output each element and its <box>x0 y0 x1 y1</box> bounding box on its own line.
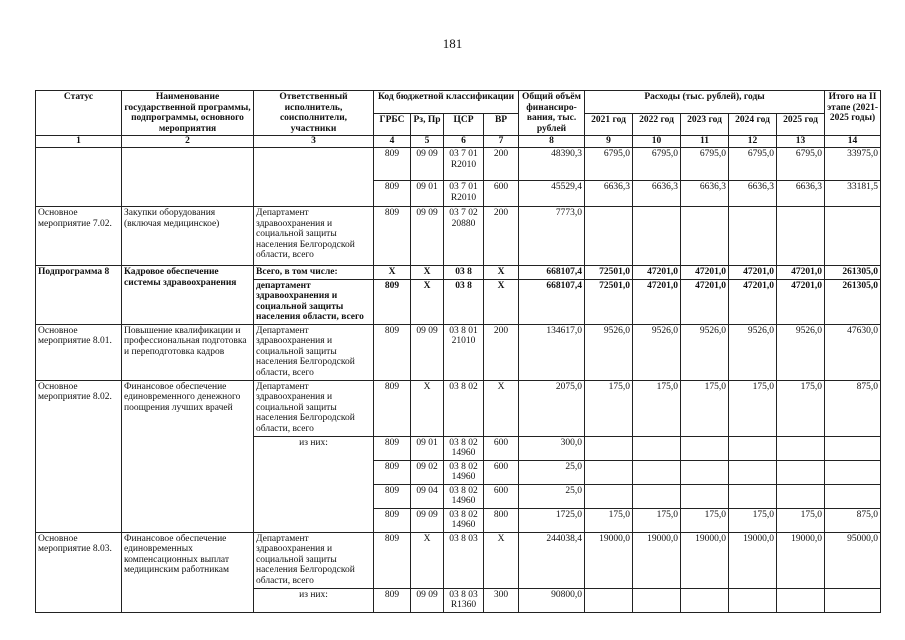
y2021-cell: 19000,0 <box>585 532 633 588</box>
y2023-cell: 175,0 <box>681 508 729 532</box>
y2024-cell <box>729 484 777 508</box>
total-cell: 90800,0 <box>519 588 585 612</box>
header-2024: 2024 год <box>729 113 777 136</box>
header-responsible: Ответственный исполнитель, соисполнители, участники <box>254 91 374 136</box>
y2025-cell: 47201,0 <box>777 279 825 324</box>
table-row <box>36 207 881 266</box>
csr-cell: 03 8 <box>444 279 484 324</box>
y2025-cell: 6795,0 <box>777 148 825 181</box>
vr-cell: 600 <box>484 436 519 460</box>
status-cell: Основное мероприятие 7.02. <box>36 207 122 266</box>
column-number: 1 <box>36 136 122 148</box>
grbs-cell: 809 <box>374 588 411 612</box>
grbs-cell: Х <box>374 266 411 280</box>
y2022-cell: 6795,0 <box>633 148 681 181</box>
y2023-cell: 175,0 <box>681 380 729 436</box>
header-stage-total: Итого на II этапе (2021-2025 годы) <box>825 91 881 136</box>
y2025-cell: 47201,0 <box>777 266 825 280</box>
header-csr: ЦСР <box>444 113 484 136</box>
y2021-cell <box>585 436 633 460</box>
y2025-cell: 6636,3 <box>777 181 825 207</box>
y2025-cell <box>777 436 825 460</box>
rz-cell: 09 09 <box>411 588 444 612</box>
stage-total-cell: 47630,0 <box>825 324 881 380</box>
y2023-cell <box>681 484 729 508</box>
csr-cell: 03 8 03 R1360 <box>444 588 484 612</box>
total-cell: 668107,4 <box>519 266 585 280</box>
stage-total-cell: 33181,5 <box>825 181 881 207</box>
y2025-cell: 9526,0 <box>777 324 825 380</box>
name-cell: Кадровое обеспечение системы здравоохранения <box>122 266 254 325</box>
csr-cell: 03 8 03 <box>444 532 484 588</box>
total-cell: 25,0 <box>519 460 585 484</box>
csr-cell: 03 8 02 <box>444 380 484 436</box>
column-number: 4 <box>374 136 411 148</box>
grbs-cell: 809 <box>374 484 411 508</box>
grbs-cell: 809 <box>374 380 411 436</box>
vr-cell: 200 <box>484 148 519 181</box>
header-row-1 <box>36 91 881 114</box>
responsible-cell: из них: <box>254 588 374 612</box>
header-status: Статус <box>36 91 122 136</box>
y2024-cell: 6636,3 <box>729 181 777 207</box>
y2022-cell: 6636,3 <box>633 181 681 207</box>
name-cell: Закупки оборудования (включая медицинское) <box>122 207 254 266</box>
vr-cell: 600 <box>484 484 519 508</box>
y2024-cell <box>729 207 777 266</box>
vr-cell: Х <box>484 266 519 280</box>
column-number: 10 <box>633 136 681 148</box>
column-number: 5 <box>411 136 444 148</box>
column-number: 8 <box>519 136 585 148</box>
grbs-cell: 809 <box>374 436 411 460</box>
y2022-cell: 175,0 <box>633 508 681 532</box>
y2024-cell: 9526,0 <box>729 324 777 380</box>
y2025-cell <box>777 588 825 612</box>
status-cell: Подпрограмма 8 <box>36 266 122 325</box>
stage-total-cell <box>825 460 881 484</box>
y2025-cell: 175,0 <box>777 508 825 532</box>
header-vr: ВР <box>484 113 519 136</box>
table-row <box>36 324 881 380</box>
column-number: 7 <box>484 136 519 148</box>
responsible-cell: департамент здравоохранения и социальной защиты населения области, всего <box>254 279 374 324</box>
header-rz: Рз, Пр <box>411 113 444 136</box>
rz-cell: 09 04 <box>411 484 444 508</box>
vr-cell: 800 <box>484 508 519 532</box>
y2021-cell: 72501,0 <box>585 266 633 280</box>
y2021-cell: 6636,3 <box>585 181 633 207</box>
column-number-row <box>36 136 881 148</box>
stage-total-cell: 261305,0 <box>825 266 881 280</box>
y2024-cell <box>729 588 777 612</box>
header-expenses: Расходы (тыс. рублей), годы <box>585 91 825 114</box>
responsible-cell: Департамент здравоохранения и социальной защиты населения Белгородской области, всего <box>254 532 374 588</box>
y2024-cell: 6795,0 <box>729 148 777 181</box>
grbs-cell: 809 <box>374 532 411 588</box>
stage-total-cell <box>825 484 881 508</box>
responsible-cell: Всего, в том числе: <box>254 266 374 280</box>
stage-total-cell: 33975,0 <box>825 148 881 181</box>
column-number: 13 <box>777 136 825 148</box>
grbs-cell: 809 <box>374 207 411 266</box>
y2022-cell: 47201,0 <box>633 266 681 280</box>
grbs-cell: 809 <box>374 508 411 532</box>
y2022-cell <box>633 588 681 612</box>
status-cell: Основное мероприятие 8.03. <box>36 532 122 612</box>
grbs-cell: 809 <box>374 324 411 380</box>
rz-cell: 09 02 <box>411 460 444 484</box>
name-cell <box>122 148 254 207</box>
total-cell: 1725,0 <box>519 508 585 532</box>
y2021-cell <box>585 207 633 266</box>
column-number: 12 <box>729 136 777 148</box>
total-cell: 244038,4 <box>519 532 585 588</box>
column-number: 9 <box>585 136 633 148</box>
y2022-cell: 19000,0 <box>633 532 681 588</box>
total-cell: 300,0 <box>519 436 585 460</box>
table-row <box>36 148 881 181</box>
total-cell: 48390,3 <box>519 148 585 181</box>
csr-cell: 03 8 <box>444 266 484 280</box>
y2021-cell: 175,0 <box>585 380 633 436</box>
csr-cell: 03 8 02 14960 <box>444 436 484 460</box>
y2024-cell: 175,0 <box>729 380 777 436</box>
stage-total-cell <box>825 207 881 266</box>
column-number: 14 <box>825 136 881 148</box>
y2021-cell: 6795,0 <box>585 148 633 181</box>
csr-cell: 03 7 01 R2010 <box>444 181 484 207</box>
header-name: Наименование государственной программы, подпрограммы, основного мероприятия <box>122 91 254 136</box>
csr-cell: 03 8 01 21010 <box>444 324 484 380</box>
y2022-cell: 175,0 <box>633 380 681 436</box>
y2024-cell <box>729 436 777 460</box>
y2022-cell <box>633 207 681 266</box>
y2024-cell: 19000,0 <box>729 532 777 588</box>
y2023-cell: 47201,0 <box>681 279 729 324</box>
rz-cell: Х <box>411 266 444 280</box>
rz-cell: 09 09 <box>411 207 444 266</box>
stage-total-cell: 261305,0 <box>825 279 881 324</box>
grbs-cell: 809 <box>374 279 411 324</box>
y2024-cell: 175,0 <box>729 508 777 532</box>
column-number: 6 <box>444 136 484 148</box>
y2023-cell <box>681 207 729 266</box>
table-body <box>36 148 881 613</box>
stage-total-cell: 875,0 <box>825 380 881 436</box>
stage-total-cell: 875,0 <box>825 508 881 532</box>
y2025-cell <box>777 460 825 484</box>
y2021-cell <box>585 588 633 612</box>
y2024-cell: 47201,0 <box>729 279 777 324</box>
y2023-cell: 19000,0 <box>681 532 729 588</box>
total-cell: 668107,4 <box>519 279 585 324</box>
grbs-cell: 809 <box>374 460 411 484</box>
vr-cell: 600 <box>484 460 519 484</box>
table-row <box>36 380 881 436</box>
total-cell: 2075,0 <box>519 380 585 436</box>
y2023-cell: 47201,0 <box>681 266 729 280</box>
csr-cell: 03 7 01 R2010 <box>444 148 484 181</box>
y2022-cell <box>633 484 681 508</box>
y2022-cell: 9526,0 <box>633 324 681 380</box>
header-grbs: ГРБС <box>374 113 411 136</box>
total-cell: 134617,0 <box>519 324 585 380</box>
header-2021: 2021 год <box>585 113 633 136</box>
total-cell: 25,0 <box>519 484 585 508</box>
name-cell: Финансовое обеспечение единовременных компенсационных выплат медицинским работникам <box>122 532 254 612</box>
y2023-cell: 9526,0 <box>681 324 729 380</box>
y2025-cell <box>777 207 825 266</box>
y2021-cell <box>585 460 633 484</box>
csr-cell: 03 8 02 14960 <box>444 508 484 532</box>
vr-cell: 300 <box>484 588 519 612</box>
vr-cell: Х <box>484 380 519 436</box>
responsible-cell: Департамент здравоохранения и социальной защиты населения Белгородской области, всего <box>254 324 374 380</box>
y2022-cell <box>633 460 681 484</box>
status-cell <box>36 148 122 207</box>
csr-cell: 03 8 02 14960 <box>444 460 484 484</box>
vr-cell: Х <box>484 532 519 588</box>
rz-cell: 09 09 <box>411 508 444 532</box>
grbs-cell: 809 <box>374 181 411 207</box>
total-cell: 7773,0 <box>519 207 585 266</box>
stage-total-cell <box>825 436 881 460</box>
header-2023: 2023 год <box>681 113 729 136</box>
rz-cell: 09 09 <box>411 324 444 380</box>
y2021-cell <box>585 484 633 508</box>
y2025-cell: 19000,0 <box>777 532 825 588</box>
rz-cell: Х <box>411 380 444 436</box>
header-2025: 2025 год <box>777 113 825 136</box>
vr-cell: 600 <box>484 181 519 207</box>
header-2022: 2022 год <box>633 113 681 136</box>
y2023-cell <box>681 460 729 484</box>
csr-cell: 03 8 02 14960 <box>444 484 484 508</box>
name-cell: Финансовое обеспечение единовременного денежного поощрения лучших врачей <box>122 380 254 532</box>
y2025-cell <box>777 484 825 508</box>
y2024-cell: 47201,0 <box>729 266 777 280</box>
table-row <box>36 266 881 280</box>
responsible-cell: Департамент здравоохранения и социальной защиты населения Белгородской области, всего <box>254 207 374 266</box>
y2023-cell: 6636,3 <box>681 181 729 207</box>
budget-table <box>35 90 881 613</box>
stage-total-cell <box>825 588 881 612</box>
table-row <box>36 532 881 588</box>
stage-total-cell: 95000,0 <box>825 532 881 588</box>
vr-cell: Х <box>484 279 519 324</box>
y2021-cell: 72501,0 <box>585 279 633 324</box>
rz-cell: Х <box>411 279 444 324</box>
responsible-cell: из них: <box>254 436 374 532</box>
rz-cell: Х <box>411 532 444 588</box>
rz-cell: 09 01 <box>411 181 444 207</box>
status-cell: Основное мероприятие 8.01. <box>36 324 122 380</box>
y2023-cell <box>681 436 729 460</box>
status-cell: Основное мероприятие 8.02. <box>36 380 122 532</box>
csr-cell: 03 7 02 20880 <box>444 207 484 266</box>
page-number: 181 <box>442 36 463 51</box>
y2022-cell <box>633 436 681 460</box>
y2024-cell <box>729 460 777 484</box>
y2025-cell: 175,0 <box>777 380 825 436</box>
column-number: 3 <box>254 136 374 148</box>
y2023-cell: 6795,0 <box>681 148 729 181</box>
column-number: 11 <box>681 136 729 148</box>
responsible-cell <box>254 148 374 207</box>
vr-cell: 200 <box>484 207 519 266</box>
grbs-cell: 809 <box>374 148 411 181</box>
header-budget-code: Код бюджетной классификации <box>374 91 519 114</box>
rz-cell: 09 09 <box>411 148 444 181</box>
responsible-cell: Департамент здравоохранения и социальной защиты населения Белгородской области, всего <box>254 380 374 436</box>
name-cell: Повышение квалификации и профессиональная подготовка и переподготовка кадров <box>122 324 254 380</box>
total-cell: 45529,4 <box>519 181 585 207</box>
y2022-cell: 47201,0 <box>633 279 681 324</box>
vr-cell: 200 <box>484 324 519 380</box>
column-number: 2 <box>122 136 254 148</box>
y2023-cell <box>681 588 729 612</box>
y2021-cell: 175,0 <box>585 508 633 532</box>
y2021-cell: 9526,0 <box>585 324 633 380</box>
rz-cell: 09 01 <box>411 436 444 460</box>
header-total-volume: Общий объём финансиро-вания, тыс. рублей <box>519 91 585 136</box>
